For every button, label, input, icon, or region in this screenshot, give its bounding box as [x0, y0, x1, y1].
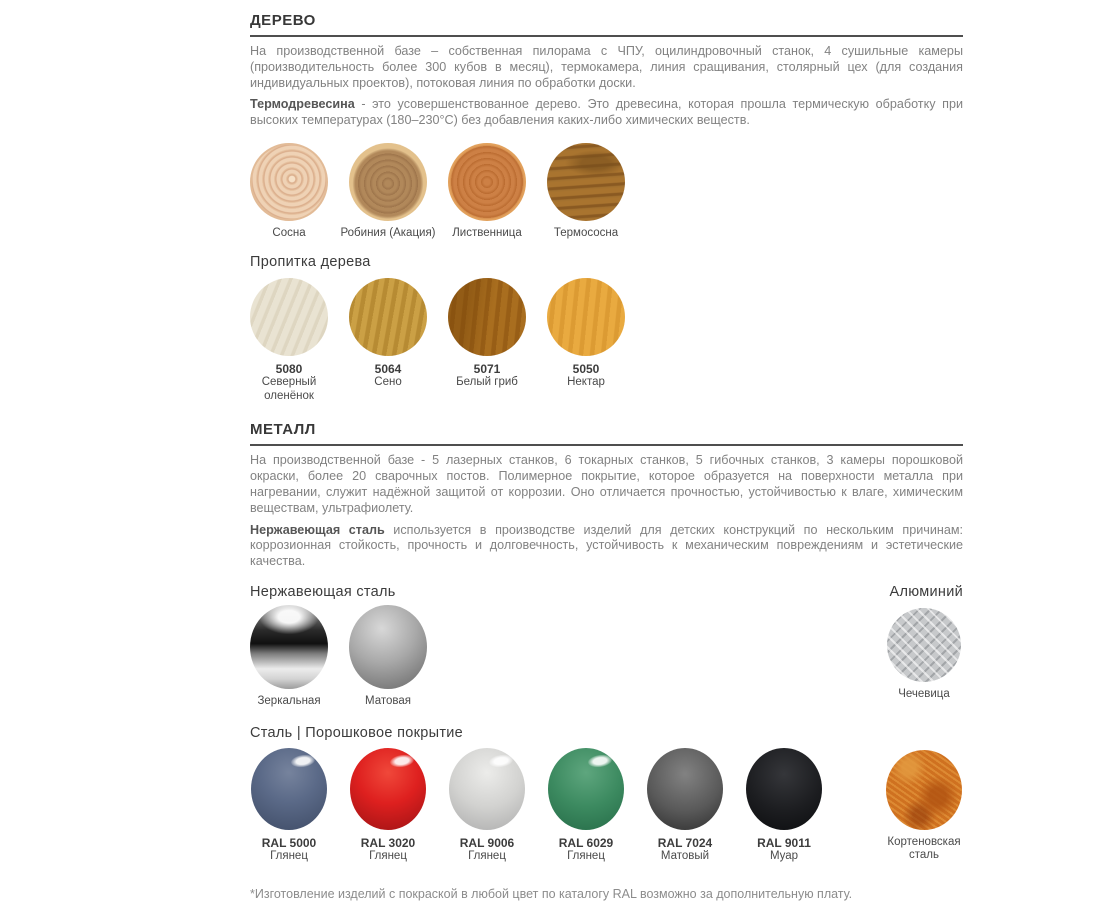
stainless-lead: Нержавеющая сталь [250, 522, 385, 537]
ral-swatch-9006 [448, 748, 526, 864]
thermowood-text: - это усовершенствованное дерево. Это древесина, которая прошла термическую обработку при высоких температурах (180–230°С) без добавления каких-либо химических веществ. [250, 97, 963, 128]
ral-footnote: *Изготовление изделий с покраской в любой цвет по каталогу RAL возможно за дополнительную плату. [250, 887, 853, 901]
impregnation-5050-swatch-image [547, 278, 625, 356]
impregnation-5064-swatch-image [349, 278, 427, 356]
swatch-name: Сено [374, 376, 402, 389]
swatch-label [361, 836, 415, 864]
aluminum-title: Алюминий [889, 584, 963, 601]
swatch-label [757, 836, 811, 864]
wood-description: На производственной базе – собственная пилорама с ЧПУ, оцилиндровочный станок, 4 сушильные камеры (производительность более 300 кубов в месяц), термокамера, линия сращивания, столярный цех (для создания индивидуальных проектов), потоковая линия по обработки доски. [250, 44, 963, 90]
powder-coating-title: Сталь | Порошковое покрытие [250, 724, 464, 741]
corten-steel-swatch-image [886, 750, 962, 830]
swatch-finish: Глянец [567, 849, 605, 862]
impregnation-swatch-5064 [349, 278, 427, 390]
swatch-finish: Муар [769, 849, 799, 862]
stainless-header-row [250, 584, 963, 600]
metal-section-title: МЕТАЛЛ [250, 421, 963, 446]
ral-swatch-7024 [646, 748, 724, 864]
ral-5000-swatch-image [251, 748, 327, 830]
swatch-code: RAL 9011 [757, 835, 811, 850]
swatch-code: RAL 7024 [657, 835, 713, 850]
thermowood-lead: Термодревесина [250, 97, 355, 112]
ral-swatches [250, 748, 823, 864]
larch-wood-swatch-image [448, 143, 526, 221]
swatch-code: RAL 9006 [459, 835, 515, 850]
stainless-text: используется в производстве изделий для детских конструкций по нескольким причинам: коррозионная стойкость, прочность и долговечность, устойчивость к механическим повреждениям и эстетические качества. [250, 522, 963, 569]
ral-9011-swatch-image [746, 748, 822, 830]
ral-swatch-6029 [547, 748, 625, 864]
swatch-label: Робиния (Акация) [340, 226, 436, 239]
swatch-name: Белый гриб [456, 376, 518, 389]
swatch-finish: Глянец [369, 849, 407, 862]
swatch-code: 5064 [374, 362, 402, 377]
swatch-name: Нектар [567, 376, 605, 389]
impregnation-swatch-5050 [547, 278, 625, 390]
stainless-swatches [250, 605, 427, 709]
swatch-label: Матовая [365, 695, 411, 708]
impregnation-5071-swatch-image [448, 278, 526, 356]
impregnation-5080-swatch-image [250, 278, 328, 356]
aluminum-swatch-lentil [885, 605, 963, 702]
swatch-label: Зеркальная [257, 695, 321, 708]
swatch-label [262, 836, 316, 864]
corten-swatch [885, 748, 963, 863]
swatch-finish: Матовый [660, 849, 710, 862]
mirror-steel-swatch-image [250, 605, 328, 689]
wood-swatch-robinia [340, 143, 436, 241]
stainless-swatch-mirror [250, 605, 328, 709]
stainless-title: Нержавеющая сталь [250, 584, 396, 601]
ral-9006-swatch-image [449, 748, 525, 830]
wood-swatch-larch [448, 143, 526, 241]
wood-swatch-row [250, 143, 963, 241]
swatch-code: RAL 6029 [558, 835, 614, 850]
swatch-label [567, 362, 605, 390]
swatch-label: Кортеновская сталь [887, 835, 961, 862]
thermowood-description [250, 97, 963, 129]
matte-steel-swatch-image [349, 605, 427, 689]
swatch-label: Сосна [272, 226, 306, 239]
wood-swatch-thermopine [547, 143, 625, 241]
stainless-swatch-matte [349, 605, 427, 709]
lentil-aluminum-swatch-image [887, 608, 961, 682]
impregnation-swatch-5080 [250, 278, 328, 403]
swatch-label [252, 362, 326, 403]
swatch-finish: Глянец [468, 849, 506, 862]
catalog-page [250, 12, 963, 901]
swatch-label [559, 836, 613, 864]
swatch-finish: Глянец [270, 849, 308, 862]
impregnation-swatch-row [250, 278, 963, 403]
pine-wood-swatch-image [250, 143, 328, 221]
swatch-label: Лиственница [452, 226, 522, 239]
swatch-label: Термососна [553, 226, 619, 239]
metal-description: На производственной базе - 5 лазерных станков, 6 токарных станков, 5 гибочных станков, 3 камеры порошковой окраски, более 20 сварочных постов. Полимерное покрытие, которое образуется на поверхности металла при нагревании, служит надёжной защитой от коррозии. Оно отличается прочностью, устойчивостью к влаге, химическим веществам, ультрафиолету. [250, 453, 963, 515]
swatch-label: Чечевица [898, 688, 950, 701]
wood-section-title: ДЕРЕВО [250, 12, 963, 37]
stainless-description [250, 523, 963, 570]
stainless-swatch-row [250, 605, 963, 709]
swatch-name: Северный оленёнок [261, 376, 317, 402]
swatch-label [456, 362, 518, 390]
ral-swatch-9011 [745, 748, 823, 864]
swatch-code: 5080 [275, 362, 303, 377]
ral-swatch-5000 [250, 748, 328, 864]
robinia-wood-swatch-image [349, 143, 427, 221]
wood-swatch-pine [250, 143, 328, 241]
swatch-code: 5050 [572, 362, 600, 377]
swatch-code: 5071 [473, 362, 501, 377]
impregnation-title: Пропитка дерева [250, 254, 371, 271]
swatch-label [460, 836, 514, 864]
swatch-code: RAL 5000 [261, 835, 317, 850]
thermopine-wood-swatch-image [547, 143, 625, 221]
ral-swatch-3020 [349, 748, 427, 864]
impregnation-swatch-5071 [448, 278, 526, 390]
ral-7024-swatch-image [647, 748, 723, 830]
swatch-label [374, 362, 401, 390]
ral-6029-swatch-image [548, 748, 624, 830]
swatch-code: RAL 3020 [360, 835, 416, 850]
ral-3020-swatch-image [350, 748, 426, 830]
swatch-label [658, 836, 712, 864]
powder-swatch-row [250, 748, 963, 864]
